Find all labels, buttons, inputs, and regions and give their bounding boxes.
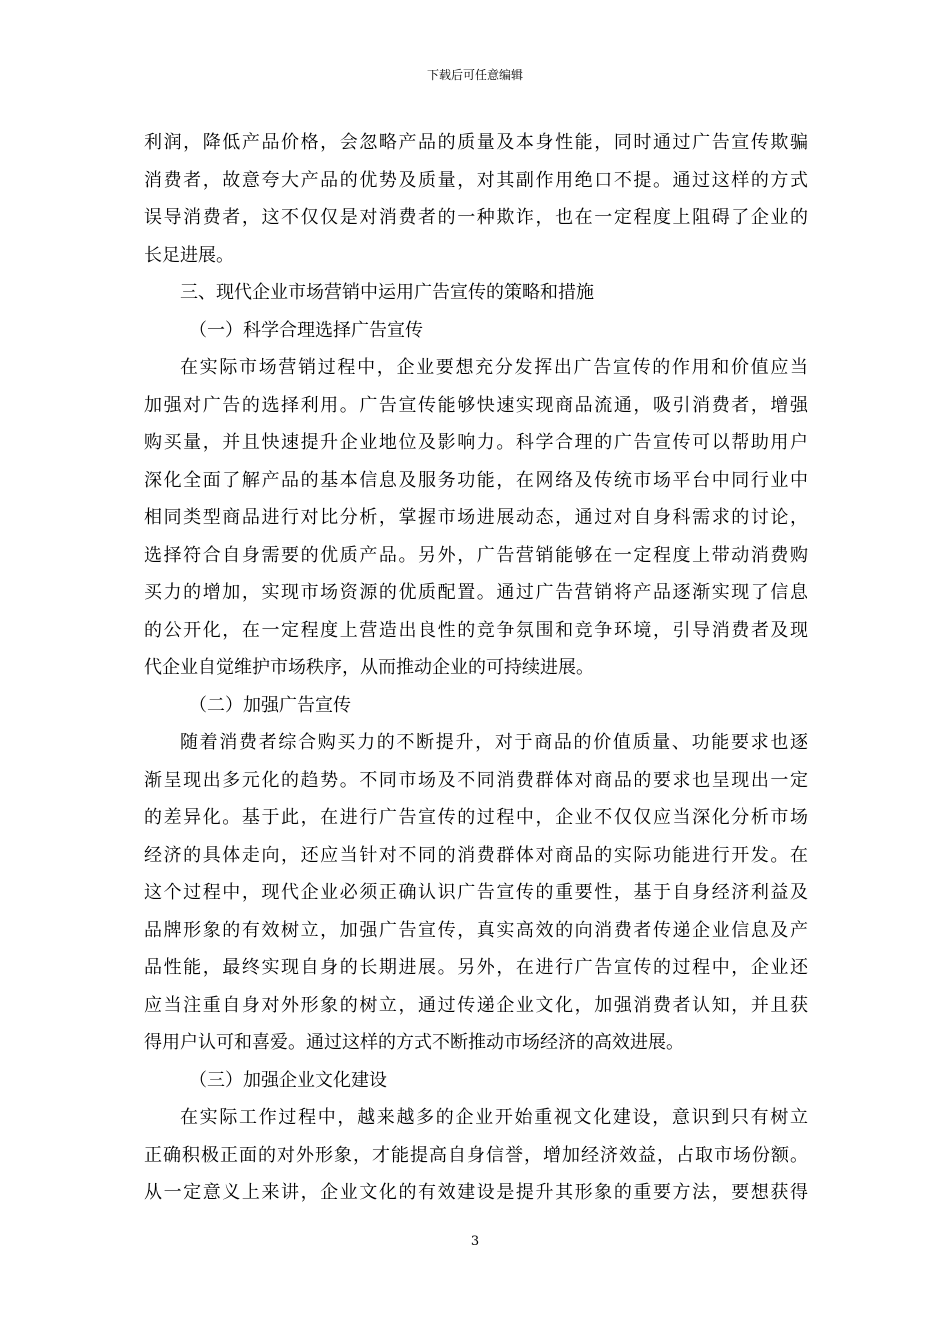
text-line: 经济的具体走向，还应当针对不同的消费群体对商品的实际功能进行开发。在 <box>144 844 808 866</box>
text-line: 消费者，故意夸大产品的优势及质量，对其副作用绝口不提。通过这样的方式 <box>144 169 808 191</box>
text-line: 正确积极正面的对外形象，才能提高自身信誉，增加经济效益，占取市场份额。 <box>144 1144 808 1166</box>
text-line: 在实际市场营销过程中，企业要想充分发挥出广告宣传的作用和价值应当 <box>180 357 808 378</box>
text-line: 代企业自觉维护市场秩序，从而推动企业的可持续进展。 <box>144 657 594 678</box>
text-line: 这个过程中，现代企业必须正确认识广告宣传的重要性，基于自身经济利益及 <box>144 882 808 903</box>
text-line: 三、现代企业市场营销中运用广告宣传的策略和措施 <box>180 282 594 303</box>
text-line: 在实际工作过程中，越来越多的企业开始重视文化建设，意识到只有树立 <box>180 1107 808 1128</box>
text-line: 相同类型商品进行对比分析，掌握市场进展动态，通过对自身科需求的讨论， <box>144 507 808 528</box>
text-line: 的差异化。基于此，在进行广告宣传的过程中，企业不仅仅应当深化分析市场 <box>144 807 808 828</box>
text-line: 利润，降低产品价格，会忽略产品的质量及本身性能，同时通过广告宣传欺骗 <box>144 132 808 153</box>
text-line: 买力的增加，实现市场资源的优质配置。通过广告营销将产品逐渐实现了信息 <box>144 582 808 603</box>
document-body <box>144 124 808 1212</box>
text-line: 得用户认可和喜爱。通过这样的方式不断推动市场经济的高效进展。 <box>144 1032 684 1053</box>
text-line: 长足进展。 <box>144 244 234 266</box>
text-line: 误导消费者，这不仅仅是对消费者的一种欺诈，也在一定程度上阻碍了企业的 <box>144 207 808 228</box>
text-line: 购买量，并且快速提升企业地位及影响力。科学合理的广告宣传可以帮助用户 <box>144 432 808 453</box>
text-line: 应当注重自身对外形象的树立，通过传递企业文化，加强消费者认知，并且获 <box>144 994 808 1016</box>
text-line: 的公开化，在一定程度上营造出良性的竞争氛围和竞争环境，引导消费者及现 <box>144 619 808 641</box>
text-line: 渐呈现出多元化的趋势。不同市场及不同消费群体对商品的要求也呈现出一定 <box>144 769 808 791</box>
text-line: 随着消费者综合购买力的不断提升，对于商品的价值质量、功能要求也逐 <box>180 732 808 753</box>
text-line: （二）加强广告宣传 <box>189 694 351 716</box>
text-line: 品性能，最终实现自身的长期进展。另外，在进行广告宣传的过程中，企业还 <box>144 957 808 978</box>
text-line: 深化全面了解产品的基本信息及服务功能，在网络及传统市场平台中同行业中 <box>144 469 808 491</box>
text-line: 从一定意义上来讲，企业文化的有效建设是提升其形象的重要方法，要想获得 <box>144 1182 808 1203</box>
text-line: （三）加强企业文化建设 <box>189 1069 387 1091</box>
page-header: 下载后可任意编辑 <box>426 68 523 82</box>
text-line: 加强对广告的选择利用。广告宣传能够快速实现商品流通，吸引消费者，增强 <box>144 394 808 416</box>
text-line: （一）科学合理选择广告宣传 <box>189 319 423 341</box>
text-line: 选择符合自身需要的优质产品。另外，广告营销能够在一定程度上带动消费购 <box>144 544 808 566</box>
text-line: 品牌形象的有效树立，加强广告宣传，真实高效的向消费者传递企业信息及产 <box>144 919 808 941</box>
page-number: 3 <box>470 1234 480 1249</box>
